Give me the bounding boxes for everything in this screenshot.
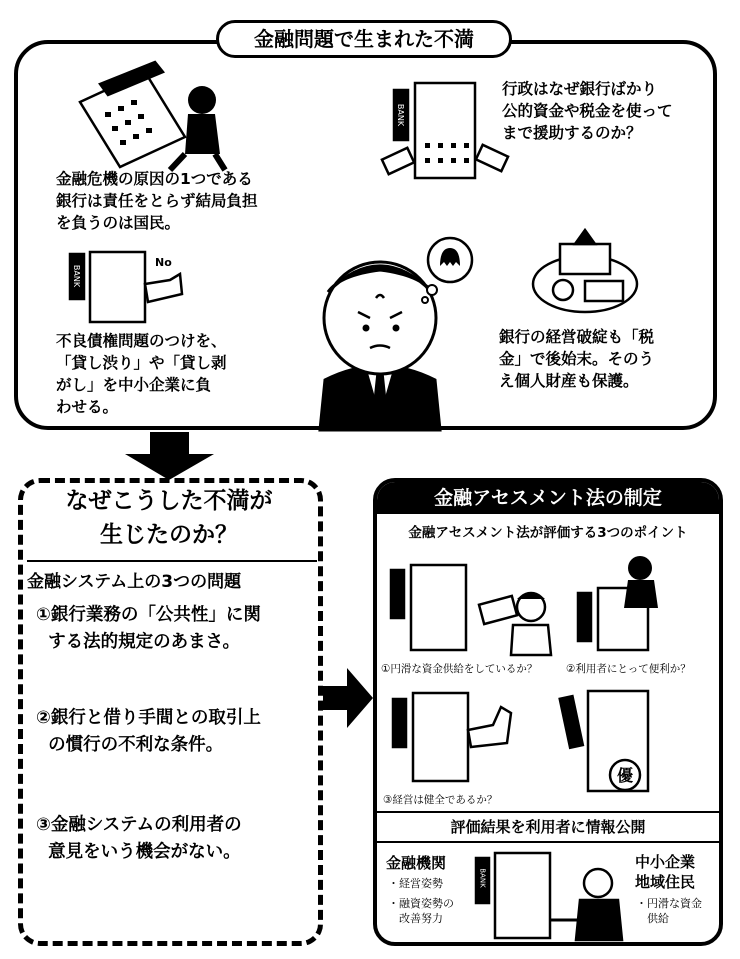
- handshake-illustration: [470, 848, 635, 943]
- bank-sign-1: BANK: [396, 103, 405, 127]
- thought-bubble-icon: [418, 232, 478, 302]
- lending-refusal-illustration: [60, 244, 190, 329]
- government-bailout-illustration: [525, 226, 645, 316]
- why-subtitle: 金融システム上の3つの問題: [27, 572, 242, 592]
- why-title: なぜこうした不満が 生じたのか？: [65, 488, 273, 548]
- caption-1: 金融危機の原因の1つである 銀行は責任をとらず結局負担 を負うのは国民。: [56, 170, 258, 232]
- svg-text:No: No: [155, 256, 172, 269]
- problem-1: ①銀行業務の「公共性」に関 する法的規定のあまさ。: [36, 605, 261, 652]
- collapsing-bank-illustration: [60, 62, 230, 172]
- evaluation-disclosure: 評価結果を利用者に情報公開: [377, 811, 719, 843]
- point-3-label: ③経営は健全であるか？: [383, 794, 498, 806]
- problem-2: ②銀行と借り手間との取引上 の慣行の不利な条件。: [36, 708, 261, 755]
- financial-institution-item-1: ・経営姿勢: [388, 877, 443, 890]
- arrow-down-icon: [122, 432, 217, 480]
- financial-institution-title: 金融機関: [386, 854, 447, 872]
- sme-residents-item-1: ・円滑な資金 供給: [636, 897, 702, 925]
- bank-lending-illustration: [383, 555, 553, 660]
- bank-aid-illustration: [380, 78, 510, 188]
- point-1-label: ①円滑な資金供給をしているか？: [381, 663, 538, 675]
- excellent-badge: 優: [617, 766, 634, 785]
- strong-bank-illustration: [383, 685, 523, 790]
- law-heading: 金融アセスメント法の制定: [377, 482, 719, 514]
- caption-3: 不良債権問題のつけを、 「貸し渋り」や「貸し剥 がし」を中小企業に負 わせる。: [56, 332, 227, 416]
- point-2-label: ②利用者にとって便利か？: [566, 663, 691, 675]
- bank-sign-3: BANK: [478, 868, 487, 888]
- arrow-right-icon: [323, 668, 375, 728]
- why-divider: [27, 560, 317, 562]
- caption-2: 行政はなぜ銀行ばかり 公的資金や税金を使って まで援助するのか？: [502, 80, 673, 142]
- bank-sign-2: BANK: [72, 264, 81, 288]
- problem-3: ③金融システムの利用者の 意見をいう機会がない。: [36, 815, 242, 862]
- law-subheading: 金融アセスメント法が評価する3つのポイント: [408, 525, 688, 541]
- bank-convenience-illustration: [570, 548, 690, 658]
- sme-residents-title: 中小企業 地域住民: [635, 853, 696, 891]
- top-panel-title: 金融問題で生まれた不満: [216, 20, 512, 58]
- financial-institution-item-2: ・融資姿勢の 改善努力: [388, 897, 454, 925]
- caption-4: 銀行の経営破綻も「税 金」で後始末。そのう え個人財産も保護。: [499, 328, 655, 390]
